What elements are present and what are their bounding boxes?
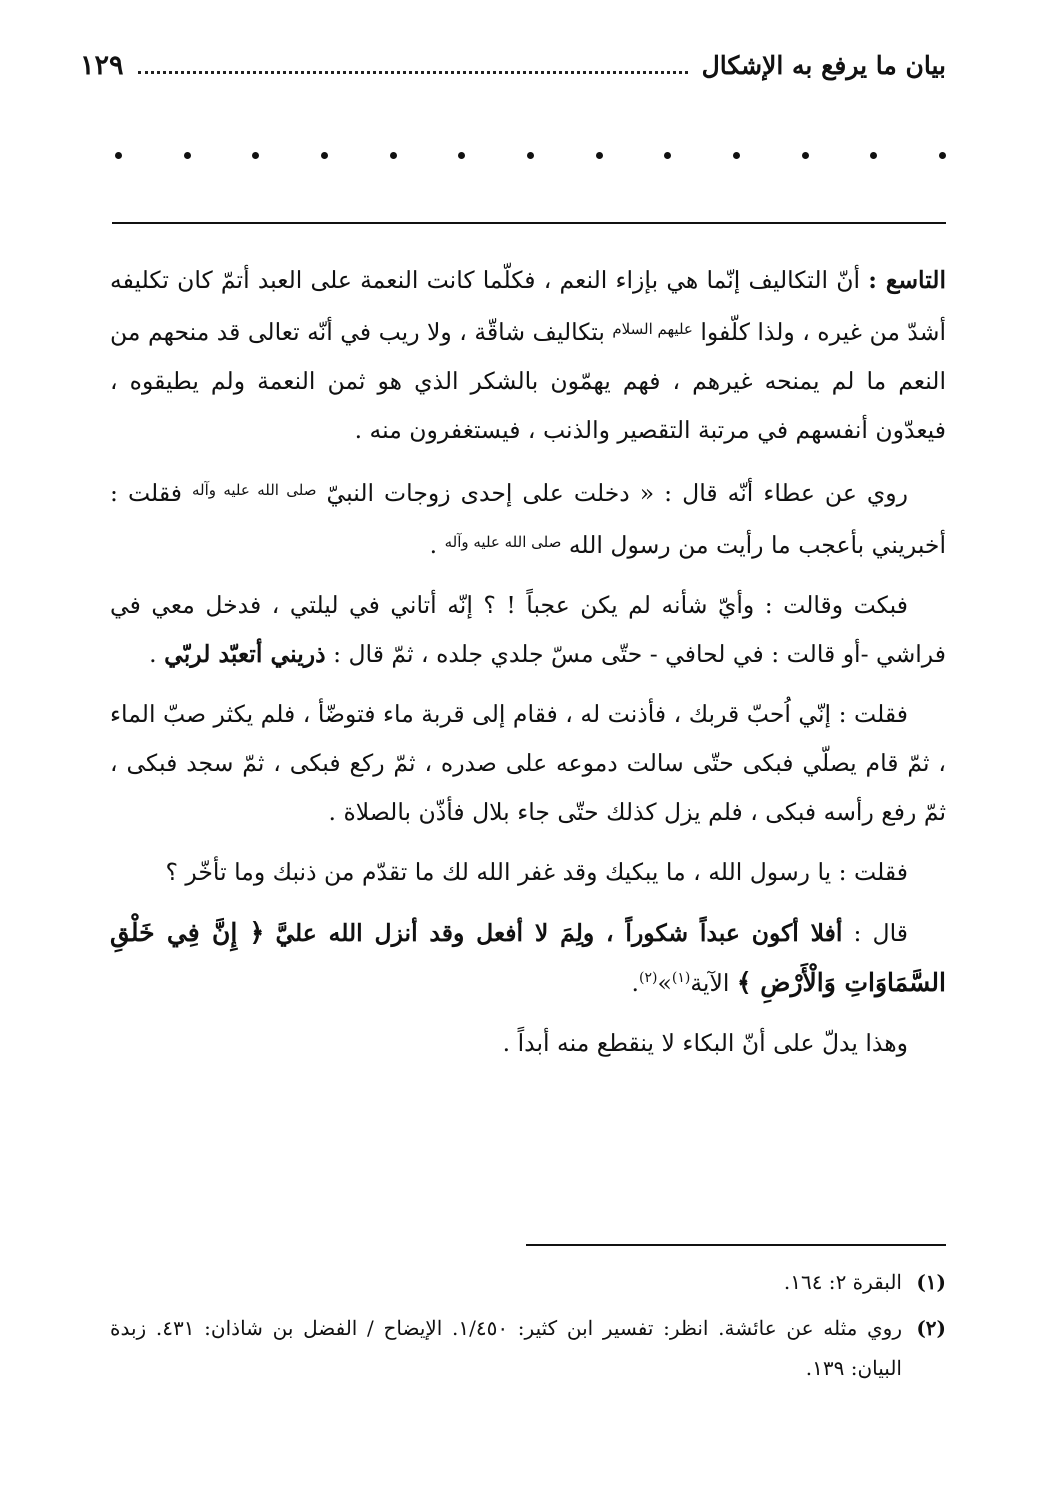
paragraph-text: فبكت وقالت : وأيّ شأنه لم يكن عجباً ! ؟ إنّه أتاني في ليلتي ، فدخل معي في فراشي -أو قالت : في لحافي - حتّى مسّ جلدي جلده ، ثمّ قال : xyxy=(110,591,946,668)
footnotes xyxy=(110,1262,946,1394)
paragraph-answer xyxy=(110,908,946,1008)
header-dot-leader xyxy=(138,57,688,74)
ornament-dot xyxy=(802,152,809,159)
honorific-glyph: صلى الله عليه وآله xyxy=(444,533,562,551)
paragraph-text: وهذا يدلّ على أنّ البكاء لا ينقطع منه أبداً . xyxy=(502,1029,908,1057)
paragraph-narration xyxy=(110,466,946,570)
quote-close: » xyxy=(657,969,672,997)
honorific-glyph: عليهم السلام xyxy=(612,320,693,338)
paragraph-lead: التاسع : xyxy=(868,266,946,294)
paragraph-text: فقلت : أخبريني بأعجب ما رأيت من رسول الله xyxy=(110,479,946,559)
paragraph-text: أنّ التكاليف إنّما هي بإزاء النعم ، فكلّما كانت النعمة على العبد أتمّ كان تكليفه أشدّ من غيره ، ولذا كلّفوا xyxy=(110,266,946,346)
paragraph-ninth xyxy=(110,256,946,455)
ornament-dot xyxy=(664,152,671,159)
header-rule xyxy=(112,222,946,224)
paragraph-text: فقلت : إنّي اُحبّ قربك ، فأذنت له ، فقام إلى قربة ماء فتوضّأ ، فلم يكثر صبّ الماء ، ثمّ قام يصلّي فبكى حتّى سالت دموعه على صدره ، ثمّ ركع فبكى ، ثمّ سجد فبكى ، ثمّ رفع رأسه فبكى ، فلم يزل كذلك حتّى جاء بلال فأذّن بالصلاة . xyxy=(110,700,946,826)
quran-verse: ﴿ إِنَّ فِي خَلْقِ السَّمَاوَاتِ وَالْأَرْضِ ﴾ xyxy=(110,918,946,997)
bold-quote: ذريني أتعبّد لربّي xyxy=(164,640,326,668)
paragraph-prayer xyxy=(110,690,946,837)
paragraph-text: . xyxy=(631,969,639,997)
bold-quote: أفلا أكون عبداً شكوراً ، ولِمَ لا أفعل وقد أنزل الله عليَّ xyxy=(275,919,843,947)
paragraph-text: . xyxy=(149,640,157,668)
ornament-dot xyxy=(733,152,740,159)
ornament-dot xyxy=(184,152,191,159)
footnote-text: البقرة ٢: ١٦٤. xyxy=(783,1270,902,1294)
paragraph-reply xyxy=(110,581,946,679)
honorific-glyph: صلى الله عليه وآله xyxy=(192,481,317,499)
page-number: ١٢٩ xyxy=(80,49,124,81)
footnote-text: روي مثله عن عائشة. انظر: تفسير ابن كثير: ١/٤٥٠. الإيضاح / الفضل بن شاذان: ٤٣١. زبدة البيان: ١٣٩. xyxy=(110,1316,902,1380)
footnote-rule xyxy=(526,1244,946,1246)
paragraph-lead: قال : xyxy=(853,919,909,947)
running-title: بيان ما يرفع به الإشكال xyxy=(701,50,946,80)
ornament-dot xyxy=(321,152,328,159)
footnote-ref: (٢) xyxy=(638,970,658,987)
paragraph-conclusion xyxy=(110,1019,946,1068)
paragraph-text: روي عن عطاء أنّه قال : « دخلت على إحدى زوجات النبيّ xyxy=(326,479,908,507)
ornament-dot xyxy=(115,152,122,159)
ornament-dot xyxy=(870,152,877,159)
ornament-dot xyxy=(252,152,259,159)
ornament-dot-row xyxy=(115,140,946,170)
footnote-ref: (١) xyxy=(671,970,691,987)
paragraph-text: . xyxy=(429,531,438,559)
page-header xyxy=(80,40,946,90)
ornament-dot xyxy=(458,152,465,159)
paragraph-question xyxy=(110,848,946,897)
ornament-dot xyxy=(939,152,946,159)
footnote xyxy=(110,1262,946,1302)
footnote-number: (٢) xyxy=(916,1316,946,1340)
ornament-dot xyxy=(527,152,534,159)
paragraph-text: فقلت : يا رسول الله ، ما يبكيك وقد غفر الله لك ما تقدّم من ذنبك وما تأخّر ؟ xyxy=(165,858,908,886)
ornament-dot xyxy=(390,152,397,159)
footnote xyxy=(110,1308,946,1388)
ornament-dot xyxy=(596,152,603,159)
paragraph-text: الآية xyxy=(690,969,730,997)
footnote-number: (١) xyxy=(916,1270,946,1294)
main-text xyxy=(110,256,946,1079)
paragraph-text: بتكاليف شاقّة ، ولا ريب في أنّه تعالى قد منحهم من النعم ما لم يمنحه غيرهم ، فهم يهمّون بالشكر الذي هو ثمن النعمة ولم يطيقوه ، فيعدّون أنفسهم في مرتبة التقصير والذنب ، فيستغفرون منه . xyxy=(110,318,946,444)
